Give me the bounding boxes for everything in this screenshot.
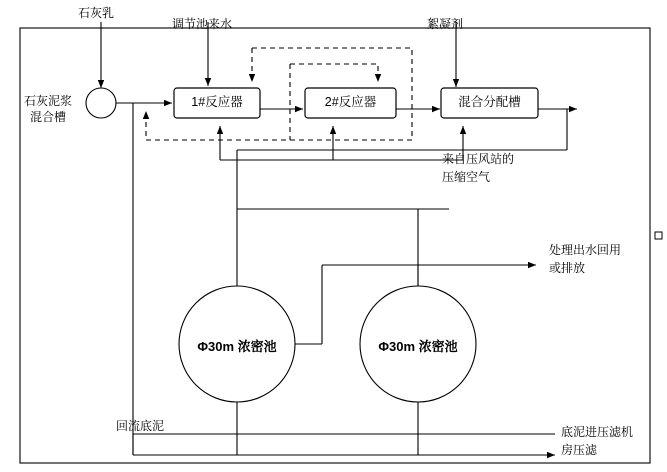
label-effluent-reuse-line1: 处理出水回用 [549, 243, 622, 257]
corner-marker [655, 232, 662, 239]
label-compressed-air-line2: 压缩空气 [442, 170, 491, 184]
label-lime-slurry-mix-tank-line1: 石灰泥浆 [23, 94, 72, 108]
label-sludge-to-press-line1: 底泥进压滤机 [561, 425, 634, 439]
label-effluent-reuse-line2: 或排放 [549, 261, 586, 275]
label-flocculant: 絮凝剂 [427, 17, 464, 31]
label-regulating-tank-water: 调节池来水 [172, 17, 233, 31]
label-reactor-1: 1#反应器 [191, 95, 243, 109]
label-return-sludge: 回流底泥 [116, 419, 165, 433]
mixer-circle [86, 88, 116, 118]
label-lime-slurry-mix-tank-line2: 混合槽 [29, 110, 66, 124]
label-sludge-to-press-line2: 房压滤 [561, 443, 598, 457]
label-mixing-distribution-tank: 混合分配槽 [458, 95, 521, 109]
label-lime-milk: 石灰乳 [78, 6, 115, 20]
label-compressed-air-line1: 来自压风站的 [442, 152, 515, 166]
label-thickener-1: Φ30m 浓密池 [197, 339, 277, 354]
label-reactor-2: 2#反应器 [324, 95, 377, 109]
label-thickener-2: Φ30m 浓密池 [378, 339, 458, 354]
dashed-feed-reactor2 [290, 64, 378, 82]
